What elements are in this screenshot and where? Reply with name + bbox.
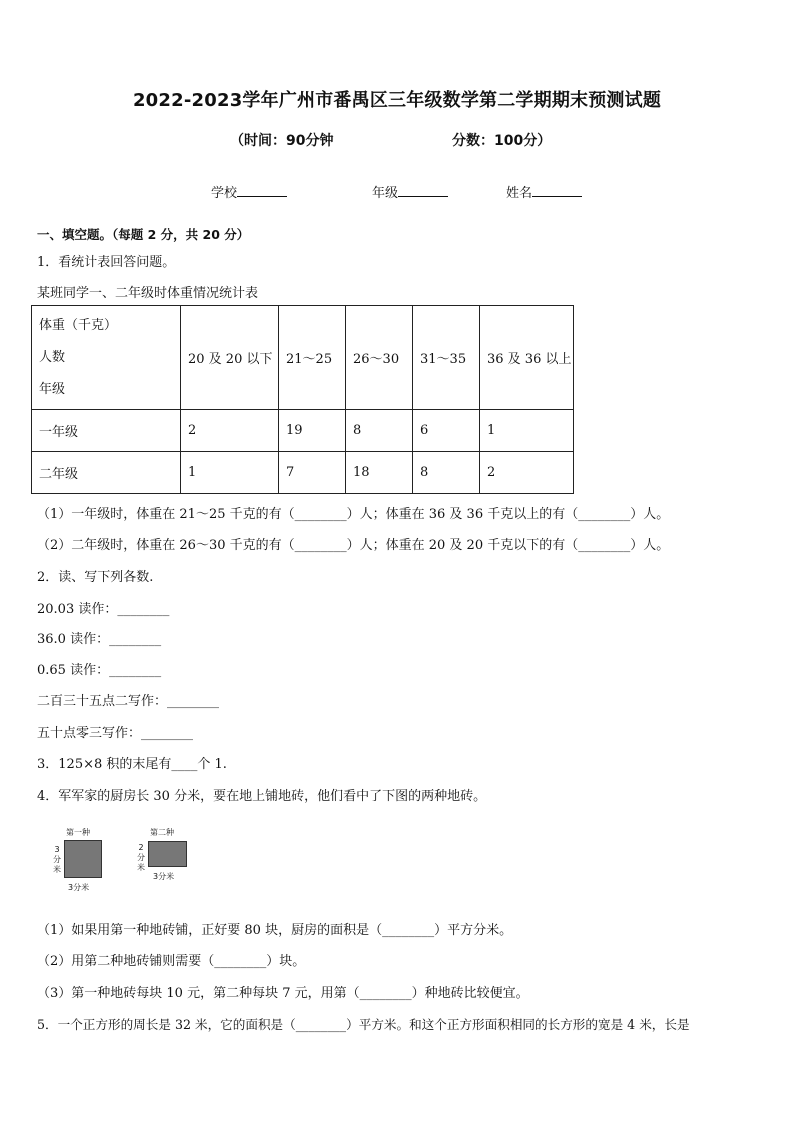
tile2-bottom-label: 3分米 (153, 872, 175, 881)
table-corner-header (32, 306, 181, 410)
school-label: 学校 (211, 186, 238, 201)
q3-prompt: 3．125×8 积的末尾有____个 1. (37, 757, 227, 772)
table-cell: 1 (181, 452, 279, 494)
corner-line-grade: 年级 (39, 381, 66, 397)
q2-item: 0.65 读作：________ (37, 663, 162, 678)
school-field (211, 182, 287, 201)
table-cell: 6 (413, 410, 480, 452)
column-header: 31～35 (413, 306, 480, 410)
tile1-side-value: 3 (54, 845, 60, 854)
exam-score: 分数：100分） (452, 133, 552, 149)
tile2-side-value: 2 (138, 843, 144, 852)
tile1-side-unit: 分米 (53, 855, 61, 874)
grade-field (372, 182, 448, 201)
table-cell: 2 (480, 452, 574, 494)
q1-prompt: 1．看统计表回答问题。 (37, 255, 176, 270)
name-blank[interactable] (532, 183, 582, 197)
table-cell: 8 (346, 410, 413, 452)
name-field (506, 182, 582, 201)
table-cell: 18 (346, 452, 413, 494)
tile1-square (64, 840, 102, 878)
tile1-side-label (52, 845, 62, 875)
tile1-title: 第一种 (66, 828, 90, 837)
q2-item: 36.0 读作：________ (37, 632, 162, 647)
tile2-rectangle (148, 841, 187, 867)
q1-sub1: （1）一年级时，体重在 21～25 千克的有（________）人；体重在 36 及 36 千克以上的有（________）人。 (37, 507, 670, 522)
table-row (32, 410, 574, 452)
section-heading: 一、填空题。（每题 2 分，共 20 分） (37, 227, 250, 242)
tile2-title: 第二种 (150, 828, 174, 837)
q2-item: 二百三十五点二写作：________ (37, 694, 220, 709)
table-cell: 19 (279, 410, 346, 452)
q5-prompt: 5．一个正方形的周长是 32 米，它的面积是（________）平方米。和这个正方形面积相同的长方形的宽是 4 米，长是 (37, 1017, 690, 1032)
q4-prompt: 4．军军家的厨房长 30 分米，要在地上铺地砖，他们看中了下图的两种地砖。 (37, 789, 487, 804)
name-label: 姓名 (506, 186, 533, 201)
tile2-side-unit: 分米 (137, 853, 145, 872)
grade-blank[interactable] (398, 183, 448, 197)
table-cell: 8 (413, 452, 480, 494)
row-label: 二年级 (32, 452, 181, 494)
school-blank[interactable] (237, 183, 287, 197)
q4-sub2: （2）用第二种地砖铺则需要（________）块。 (37, 954, 306, 969)
corner-line-weight: 体重（千克） (39, 317, 118, 333)
column-header: 26～30 (346, 306, 413, 410)
column-header: 21～25 (279, 306, 346, 410)
tile1-bottom-label: 3分米 (68, 883, 90, 892)
corner-line-count: 人数 (39, 349, 66, 365)
q1-table-title: 某班同学一、二年级时体重情况统计表 (37, 286, 259, 301)
q2-item: 20.03 读作：________ (37, 602, 170, 617)
q2-item: 五十点零三写作：________ (37, 726, 194, 741)
table-cell: 7 (279, 452, 346, 494)
row-label: 一年级 (32, 410, 181, 452)
q1-sub2: （2）二年级时，体重在 26～30 千克的有（________）人；体重在 20 及 20 千克以下的有（________）人。 (37, 538, 670, 553)
weight-stat-table (31, 305, 574, 494)
table-header-row (32, 306, 574, 410)
table-cell: 1 (480, 410, 574, 452)
q4-sub1: （1）如果用第一种地砖铺，正好要 80 块，厨房的面积是（________）平方分米。 (37, 923, 513, 938)
column-header: 20 及 20 以下 (181, 306, 279, 410)
table-row (32, 452, 574, 494)
table-cell: 2 (181, 410, 279, 452)
grade-label: 年级 (372, 186, 399, 201)
column-header: 36 及 36 以上 (480, 306, 574, 410)
q2-prompt: 2．读、写下列各数. (37, 570, 154, 585)
exam-time: （时间：90分钟 (230, 133, 334, 149)
page-title: 2022-2023学年广州市番禺区三年级数学第二学期期末预测试题 (132, 90, 662, 111)
tile2-side-label (136, 843, 146, 873)
q4-sub3: （3）第一种地砖每块 10 元，第二种每块 7 元，用第（________）种地砖比较便宜。 (37, 986, 529, 1001)
